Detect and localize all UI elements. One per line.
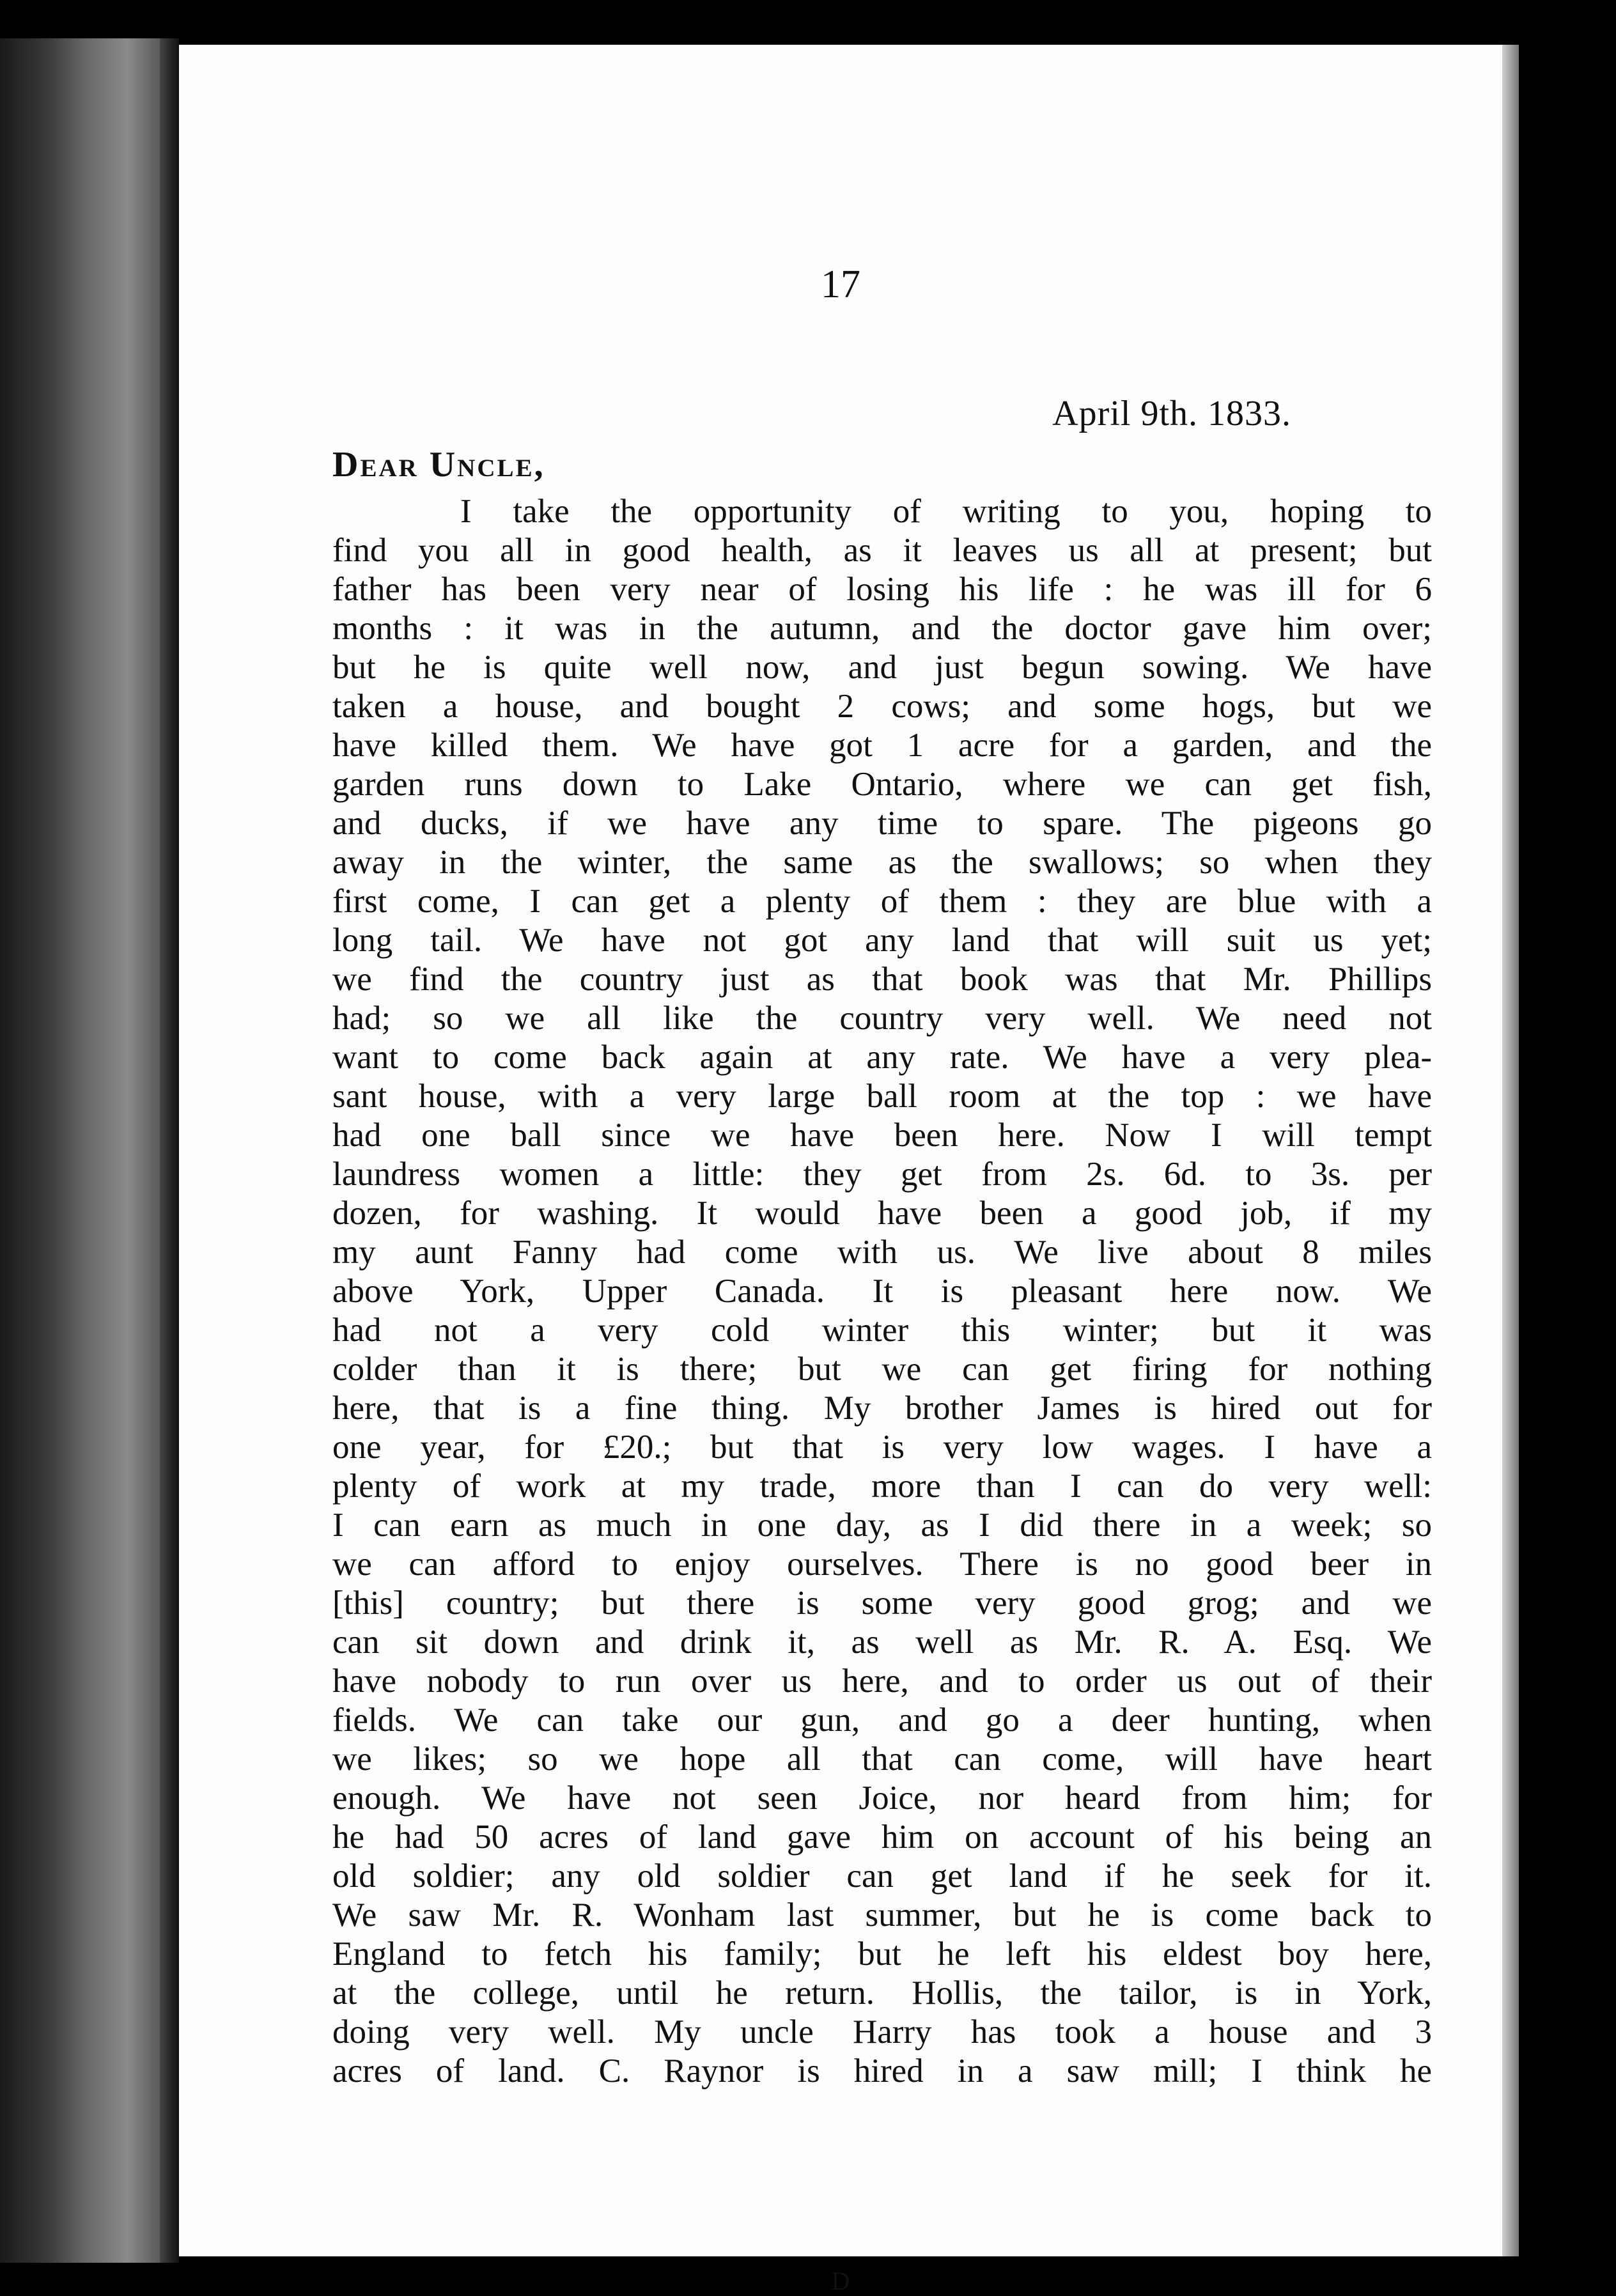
letter-salutation: Dear Uncle, [332, 445, 545, 485]
text-line: old soldier; any old soldier can get land if he seek for it. [332, 1858, 1432, 1895]
text-line: my aunt Fanny had come with us. We live about 8 miles [332, 1234, 1432, 1271]
text-line: acres of land. C. Raynor is hired in a saw mill; I think he [332, 2052, 1432, 2090]
text-line: colder than it is there; but we can get firing for nothing [332, 1351, 1432, 1388]
book-spine [0, 38, 160, 2263]
text-line: We saw Mr. R. Wonham last summer, but he is come back to [332, 1897, 1432, 1934]
text-line: England to fetch his family; but he left his eldest boy here, [332, 1935, 1432, 1973]
text-line: we can afford to enjoy ourselves. There is no good beer in [332, 1546, 1432, 1583]
text-line: here, that is a fine thing. My brother James is hired out for [332, 1390, 1432, 1427]
letter-date: April 9th. 1833. [1052, 394, 1291, 433]
letter-body [332, 492, 1432, 2091]
text-line: have killed them. We have got 1 acre for a garden, and the [332, 727, 1432, 764]
text-line: had; so we all like the country very well. We need not [332, 1000, 1432, 1037]
text-line: had not a very cold winter this winter; but it was [332, 1312, 1432, 1349]
spine-edge [160, 38, 179, 2263]
text-line: we find the country just as that book was that Mr. Phillips [332, 961, 1432, 998]
text-line: away in the winter, the same as the swallows; so when they [332, 844, 1432, 881]
signature-mark: D [831, 2267, 850, 2295]
text-line: find you all in good health, as it leaves us all at present; but [332, 532, 1432, 569]
text-line: plenty of work at my trade, more than I can do very well: [332, 1468, 1432, 1505]
text-line: had one ball since we have been here. Now I will tempt [332, 1117, 1432, 1154]
text-line: at the college, until he return. Hollis, the tailor, is in York, [332, 1974, 1432, 2012]
text-line: fields. We can take our gun, and go a deer hunting, when [332, 1702, 1432, 1739]
text-line: above York, Upper Canada. It is pleasant here now. We [332, 1273, 1432, 1310]
text-line: garden runs down to Lake Ontario, where we can get fish, [332, 766, 1432, 803]
book-page [179, 45, 1502, 2295]
text-line: I take the opportunity of writing to you, hoping to [460, 493, 1432, 530]
text-line: long tail. We have not got any land that will suit us yet; [332, 922, 1432, 959]
text-line: want to come back again at any rate. We have a very plea- [332, 1039, 1432, 1076]
text-line: but he is quite well now, and just begun sowing. We have [332, 649, 1432, 686]
text-line: we likes; so we hope all that can come, will have heart [332, 1741, 1432, 1778]
text-line: I can earn as much in one day, as I did there in a week; so [332, 1507, 1432, 1544]
text-line: taken a house, and bought 2 cows; and some hogs, but we [332, 688, 1432, 725]
text-line: he had 50 acres of land gave him on account of his being an [332, 1819, 1432, 1856]
text-line: laundress women a little: they get from 2s. 6d. to 3s. per [332, 1156, 1432, 1193]
text-line: can sit down and drink it, as well as Mr. R. A. Esq. We [332, 1624, 1432, 1661]
text-line: doing very well. My uncle Harry has took a house and 3 [332, 2013, 1432, 2051]
text-line: months : it was in the autumn, and the doctor gave him over; [332, 610, 1432, 647]
text-line: father has been very near of losing his life : he was ill for 6 [332, 571, 1432, 608]
text-line: first come, I can get a plenty of them : they are blue with a [332, 883, 1432, 920]
page-edge [1502, 45, 1519, 2256]
text-line: dozen, for washing. It would have been a good job, if my [332, 1195, 1432, 1232]
text-line: sant house, with a very large ball room at the top : we have [332, 1078, 1432, 1115]
text-line: enough. We have not seen Joice, nor heard from him; for [332, 1780, 1432, 1817]
text-line: have nobody to run over us here, and to order us out of their [332, 1663, 1432, 1700]
page-number: 17 [821, 263, 860, 306]
text-line: [this] country; but there is some very good grog; and we [332, 1585, 1432, 1622]
text-line: and ducks, if we have any time to spare. The pigeons go [332, 805, 1432, 842]
text-line: one year, for £20.; but that is very low wages. I have a [332, 1429, 1432, 1466]
